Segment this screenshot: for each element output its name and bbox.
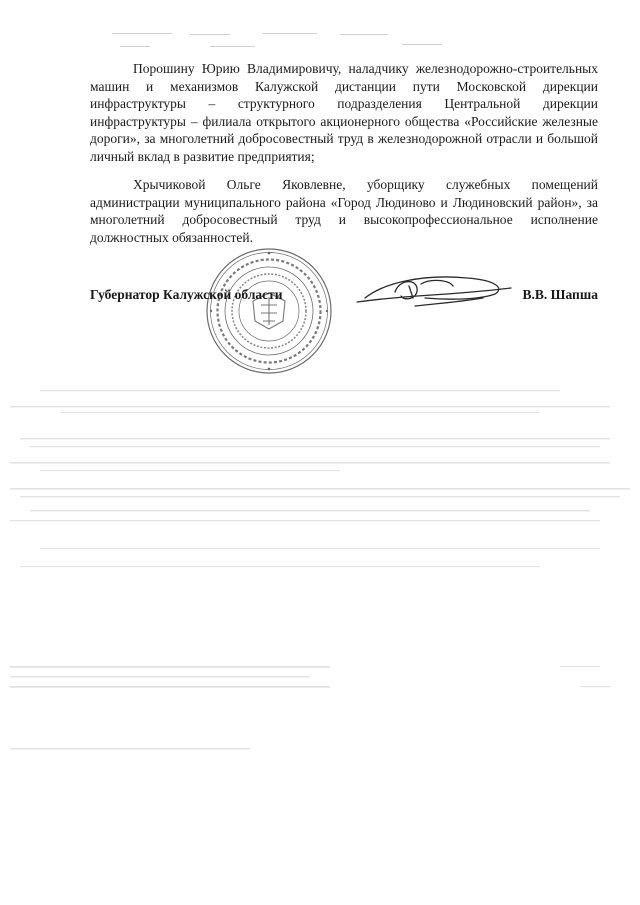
award-paragraph-khrychikova: Хрычиковой Ольге Яковлевне, уборщику служебных помещений администрации муниципального района «Город Людиново и Людиновский район», за многолетний добросовестный труд и высокопрофессиональное исполнение должностных обязанностей.	[90, 177, 598, 245]
signatory-name: В.В. Шапша	[522, 287, 598, 302]
signature-row	[0, 287, 640, 307]
award-paragraph-porosin: Порошину Юрию Владимировичу, наладчику железнодорожно-строительных машин и механизмов Калужской дистанции пути Московской дирекции инфраструктуры – структурного подразделения Центральной дирекции инфраструктуры – филиала открытого акционерного общества «Российские железные дороги», за многолетний добросовестный труд в железнодорожной отрасли и большой личный вклад в развитие предприятия;	[90, 61, 598, 164]
official-seal-image	[203, 245, 335, 377]
scan-noise-top	[0, 0, 640, 60]
signatory-title: Губернатор Калужской области	[90, 287, 283, 302]
scan-bleed-through	[0, 370, 640, 790]
